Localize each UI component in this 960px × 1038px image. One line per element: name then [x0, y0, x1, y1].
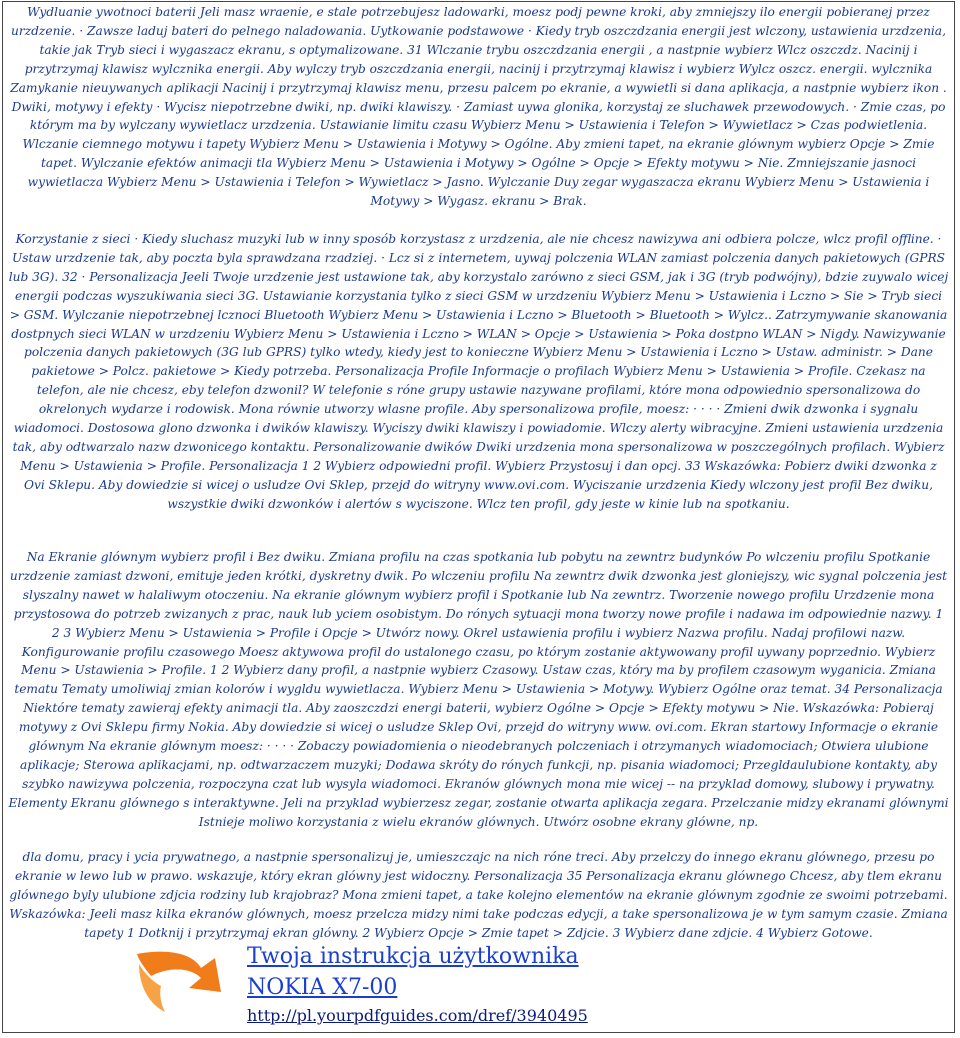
footer-banner [131, 944, 731, 1032]
footer-model-link[interactable]: NOKIA X7-00 [247, 975, 398, 1000]
document-page [2, 1, 955, 1033]
paragraph-network-and-profiles: Korzystanie z sieci · Kiedy sluchasz muzyki lub w inny sposób korzystasz z urzdzenia, ale nie chcesz nawizywa ani odbiera polcze, wlcz profil offline. · Ustaw urzdzenie tak, aby poczta byla sprawdzana rzadziej. · Lcz si z internetem, uywaj polczenia WLAN zamiast polczenia danych pakietowych (GPRS lub 3G). 32 · Personalizacja Jeeli Twoje urzdzenie jest ustawione tak, aby korzystalo zarówno z sieci GSM, jak i 3G (tryb podwójny), bdzie zuywalo wicej energii podczas wyszukiwania sieci 3G. Ustawianie korzystania tylko z sieci GSM w urzdzeniu Wybierz Menu > Ustawienia i Lczno > Sie > Tryb sieci > GSM. Wylczanie niepotrzebnej lcznoci Bluetooth Wybierz Menu > Ustawienia i Lczno > Bluetooth > Bluetooth > Wylcz.. Zatrzymywanie skanowania dostpnych sieci WLAN w urzdzeniu Wybierz Menu > Ustawienia i Lczno > WLAN > Opcje > Ustawienia > Poka dostpno WLAN > Nigdy. Nawizywanie polczenia danych pakietowych (3G lub GPRS) tylko wtedy, kiedy jest to konieczne Wybierz Menu > Ustawienia i Lczno > Ustaw. administr. > Dane pakietowe > Polcz. pakietowe > Kiedy potrzeba. Personalizacja Profile Informacje o profilach Wybierz Menu > Ustawienia > Profile. Czekasz na telefon, ale nie chcesz, eby telefon dzwonil? W telefonie s róne grupy ustawie nazywane profilami, które mona odpowiednio spersonalizowa do okrelonych wydarze i rodowisk. Mona równie utworzy wlasne profile. Aby spersonalizowa profile, moesz: · · · · Zmieni dwik dzwonka i sygnalu wiadomoci. Dostosowa glono dzwonka i dwików klawiszy. Wyciszy dwiki klawiszy i powiadomie. Wlczy alerty wibracyjne. Zmieni ustawienia urzdzenia tak, aby odtwarzalo nazw dzwonicego kontaktu. Personalizowanie dwików Dwiki urzdzenia mona spersonalizowa w poszczególnych profilach. Wybierz Menu > Ustawienia > Profile. Personalizacja 1 2 Wybierz odpowiedni profil. Wybierz Przystosuj i dan opcj. 33 Wskazówka: Pobierz dwiki dzwonka z Ovi Sklepu. Aby dowiedzie si wicej o usludze Ovi Sklep, przejd do witryny www.ovi.com. Wyciszanie urzdzenia Kiedy wlczony jest profil Bez dwiku, wszystkie dwiki dzwonków i alertów s wyciszone. Wlcz ten profil, gdy jeste w kinie lub na spotkaniu. [8, 232, 949, 511]
orange-arrow-logo-icon [131, 946, 231, 1016]
footer-url-link[interactable]: http://pl.yourpdfguides.com/dref/3940495 [247, 1006, 588, 1025]
paragraph-battery-saving: Wydluanie ywotnoci baterii Jeli masz wraenie, e stale potrzebujesz ladowarki, moesz podj pewne kroki, aby zmniejszy ilo energii pobieranej przez urzdzenie. · Zawsze laduj bateri do pelnego naladowania. Uytkowanie podstawowe · Kiedy tryb oszczdzania energii jest wlczony, ustawienia urzdzenia, takie jak Tryb sieci i wygaszacz ekranu, s optymalizowane. 31 Wlczanie trybu oszczdzania energii , a nastpnie wybierz Wlcz oszczdz. Nacinij i przytrzymaj klawisz wylcznika energii. Aby wylczy tryb oszczdzania energii, nacinij i przytrzymaj klawisz i wybierz Wylcz oszcz. energii. wylcznika Zamykanie nieuywanych aplikacji Nacinij i przytrzymaj klawisz menu, przesu palcem po ekranie, a wywietli si dana aplikacja, a nastpnie wybierz ikon . Dwiki, motywy i efekty · Wycisz niepotrzebne dwiki, np. dwiki klawiszy. · Zamiast uywa glonika, korzystaj ze sluchawek przewodowych. · Zmie czas, po którym ma by wylczany wywietlacz urzdzenia. Ustawianie limitu czasu Wybierz Menu > Ustawienia i Telefon > Wywietlacz > Czas podwietlenia. Wlczanie ciemnego motywu i tapety Wybierz Menu > Ustawienia i Motywy > Ogólne. Aby zmieni tapet, na ekranie glównym wybierz Opcje > Zmie tapet. Wylczanie efektów animacji tla Wybierz Menu > Ustawienia i Motywy > Ogólne > Opcje > Efekty motywu > Nie. Zmniejszanie jasnoci wywietlacza Wybierz Menu > Ustawienia i Telefon > Wywietlacz > Jasno. Wylczanie Duy zegar wygaszacza ekranu Wybierz Menu > Ustawienia i Motywy > Wygasz. ekranu > Brak. [10, 5, 947, 209]
footer-manual-title-link[interactable]: Twoja instrukcja użytkownika [247, 944, 579, 969]
paragraph-home-screen-personalization: dla domu, pracy i ycia prywatnego, a nastpnie spersonalizuj je, umieszczajc na nich róne treci. Aby przelczy do innego ekranu glównego, przesu po ekranie w lewo lub w prawo. wskazuje, który ekran glówny jest widoczny. Personalizacja 35 Personalizacja ekranu glównego Chcesz, aby tlem ekranu glównego byly ulubione zdjcia rodziny lub krajobraz? Mona zmieni tapet, a take kolejno elementów na ekranie glównym zgodnie ze swoimi potrzebami. Wskazówka: Jeeli masz kilka ekranów glównych, moesz przelcza midzy nimi take podczas edycji, a take spersonalizowa je w tym samym czasie. Zmiana tapety 1 Dotknij i przytrzymaj ekran glówny. 2 Wybierz Opcje > Zmie tapet > Zdjcie. 3 Wybierz dane zdjcie. 4 Wybierz Gotowe. [9, 850, 948, 940]
paragraph-profiles-and-home-screen: Na Ekranie glównym wybierz profil i Bez dwiku. Zmiana profilu na czas spotkania lub pobytu na zewntrz budynków Po wlczeniu profilu Spotkanie urzdzenie zamiast dzwoni, emituje jeden krótki, dyskretny dwik. Po wlczeniu profilu Na zewntrz dwik dzwonka jest gloniejszy, wic sygnal polczenia jest slyszalny nawet w halaliwym otoczeniu. Na ekranie glównym wybierz profil i Spotkanie lub Na zewntrz. Tworzenie nowego profilu Urzdzenie mona przystosowa do potrzeb zwizanych z prac, nauk lub yciem osobistym. Do rónych sytuacji mona tworzy nowe profile i nadawa im odpowiednie nazwy. 1 2 3 Wybierz Menu > Ustawienia > Profile i Opcje > Utwórz nowy. Okrel ustawienia profilu i wybierz Nazwa profilu. Nadaj profilowi nazw. Konfigurowanie profilu czasowego Moesz aktywowa profil do ustalonego czasu, po którym zostanie aktywowany profil uywany poprzednio. Wybierz Menu > Ustawienia > Profile. 1 2 Wybierz dany profil, a nastpnie wybierz Czasowy. Ustaw czas, który ma by profilem czasowym wyganicia. Zmiana tematu Tematy umoliwiaj zmian kolorów i wygldu wywietlacza. Wybierz Menu > Ustawienia > Motywy. Wybierz Ogólne oraz temat. 34 Personalizacja Niektóre tematy zawieraj efekty animacji tla. Aby zaoszczdzi energi baterii, wybierz Ogólne > Opcje > Efekty motywu > Nie. Wskazówka: Pobieraj motywy z Ovi Sklepu firmy Nokia. Aby dowiedzie si wicej o usludze Sklep Ovi, przejd do witryny www. ovi.com. Ekran startowy Informacje o ekranie glównym Na ekranie glównym moesz: · · · · Zobaczy powiadomienia o nieodebranych polczeniach i otrzymanych wiadomociach; Otwiera ulubione aplikacje; Sterowa aplikacjami, np. odtwarzaczem muzyki; Dodawa skróty do rónych funkcji, np. pisania wiadomoci; Przegldaulubione kontakty, aby szybko nawizywa polczenia, rozpoczyna czat lub wysyla wiadomoci. Ekranów glównych mona mie wicej -- na przyklad domowy, slubowy i prywatny. Elementy Ekranu glównego s interaktywne. Jeli na przyklad wybierzesz zegar, zostanie otwarta aplikacja zegara. Przelczanie midzy ekranami glównymi Istnieje moliwo korzystania z wielu ekranów glównych. Utwórz osobne ekrany glówne, np. [8, 550, 949, 829]
